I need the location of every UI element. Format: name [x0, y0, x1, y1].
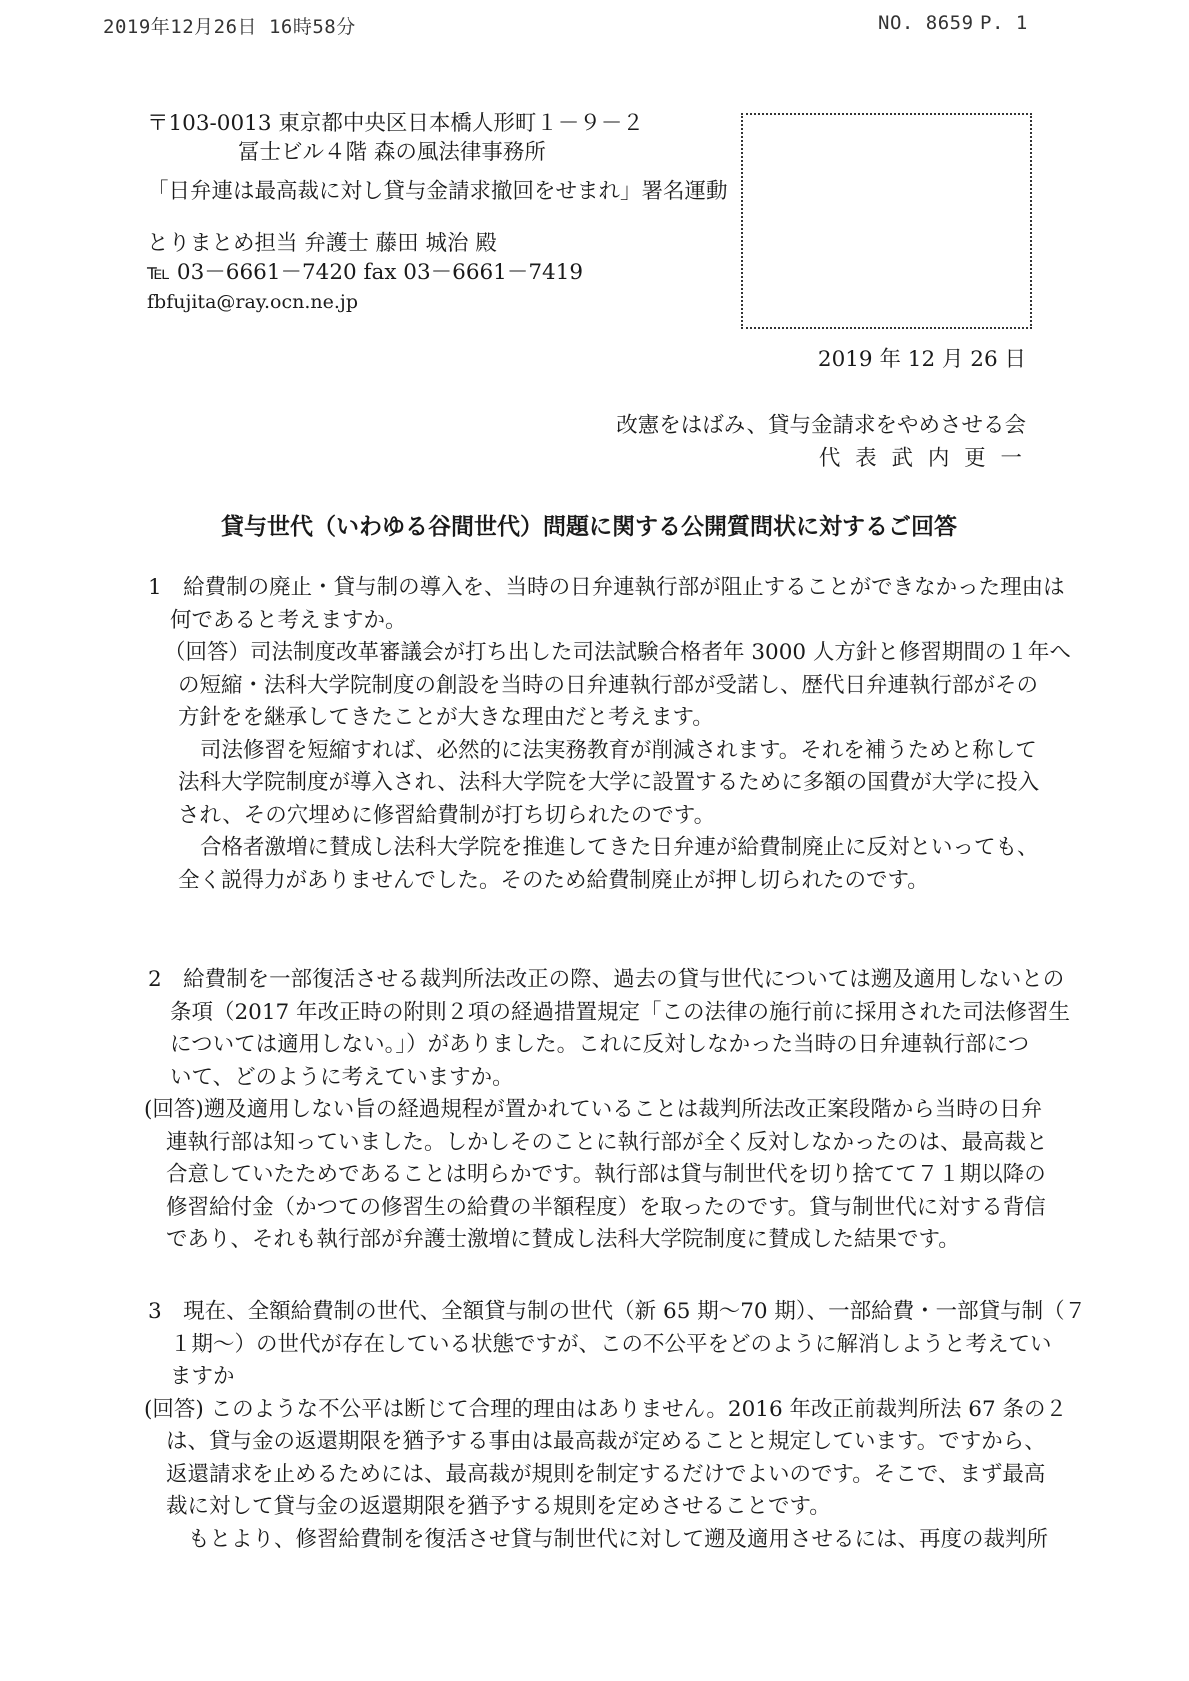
- answer-line: （回答）司法制度改革審議会が打ち出した司法試験合格者年 3000 人方針と修習期間の１年へ: [164, 640, 1071, 665]
- contact-email: fbfujita@ray.ocn.ne.jp: [147, 291, 358, 313]
- question-line: 条項（2017 年改正時の附則２項の経過措置規定「この法律の施行前に採用された司法修習生: [170, 999, 1071, 1025]
- answer-line: であり、それも執行部が弁護士激増に賛成し法科大学院制度に賛成した結果です。: [166, 1227, 960, 1252]
- answer-line: (回答) このような不公平は断じて合理的理由はありません。2016 年改正前裁判所法 67 条の２: [144, 1396, 1067, 1422]
- document-date: 2019 年 12 月 26 日: [817, 347, 1026, 372]
- answer-line: は、貸与金の返還期限を猶予する事由は最高裁が定めることと規定しています。ですから、: [166, 1429, 1046, 1454]
- answer-line: 合意していたためであることは明らかです。執行部は貸与制世代を切り捨てて７１期以降の: [166, 1162, 1046, 1187]
- fax-datetime: 2019年12月26日 16時58分: [103, 16, 356, 38]
- answer-line: (回答)遡及適用しない旨の経過規程が置かれていることは裁判所法改正案段階から当時の日弁: [144, 1097, 1043, 1122]
- question-line: 1 給費制の廃止・貸与制の導入を、当時の日弁連執行部が阻止することができなかった理由は: [148, 575, 1065, 600]
- fax-number: NO. 8659: [878, 12, 974, 34]
- fax-page: P. 1: [980, 12, 1028, 34]
- question-line: １期～）の世代が存在している状態ですが、この不公平をどのように解消しようと考えてい: [170, 1331, 1052, 1357]
- section-2: [144, 964, 1071, 1257]
- sender-organization: 改憲をはばみ、貸与金請求をやめさせる会: [616, 413, 1026, 438]
- question-line: 2 給費制を一部復活させる裁判所法改正の際、過去の貸与世代については遡及適用しないとの: [148, 967, 1065, 992]
- answer-line: 方針をを継承してきたことが大きな理由だと考えます。: [178, 705, 714, 730]
- campaign-name: 「日弁連は最高裁に対し貸与金請求撤回をせまれ」署名運動: [147, 179, 728, 204]
- question-line: いて、どのように考えていますか。: [170, 1064, 514, 1090]
- answer-line: 合格者激増に賛成し法科大学院を推進してきた日弁連が給費制廃止に反対といっても、: [200, 835, 1039, 860]
- answer-line: 修習給付金（かつての修習生の給費の半額程度）を取ったのです。貸与制世代に対する背信: [166, 1194, 1046, 1220]
- stamp-box: [741, 113, 1032, 329]
- question-line: 3 現在、全額給費制の世代、全額貸与制の世代（新 65 期～70 期）、一部給費・一部貸与制（７: [148, 1299, 1087, 1324]
- sender-representative: 代 表 武 内 更 一: [818, 446, 1026, 471]
- question-line: については適用しない。」）がありました。これに反対しなかった当時の日弁連執行部につ: [170, 1032, 1030, 1057]
- recipient-address-line2: 冨士ビル４階 森の風法律事務所: [238, 140, 546, 165]
- answer-line: の短縮・法科大学院制度の創設を当時の日弁連執行部が受諾し、歴代日弁連執行部がその: [178, 672, 1039, 698]
- answer-line: 司法修習を短縮すれば、必然的に法実務教育が削減されます。それを補うためと称して: [200, 737, 1037, 763]
- answer-line: 返還請求を止めるためには、最高裁が規則を制定するだけでよいのです。そこで、まず最高: [166, 1461, 1046, 1487]
- answer-line: 裁に対して貸与金の返還期限を猶予する規則を定めさせることです。: [166, 1494, 831, 1519]
- answer-line: もとより、修習給費制を復活させ貸与制世代に対して遡及適用させるには、再度の裁判所: [188, 1526, 1049, 1552]
- answer-line: され、その穴埋めに修習給費制が打ち切られたのです。: [178, 802, 716, 828]
- section-3: [144, 1296, 1087, 1556]
- section-1: [148, 572, 1071, 897]
- contact-person: とりまとめ担当 弁護士 藤田 城治 殿: [147, 231, 497, 256]
- answer-line: 全く説得力がありませんでした。そのため給費制廃止が押し切られたのです。: [178, 867, 929, 893]
- question-line: 何であると考えますか。: [170, 607, 407, 633]
- question-line: ますか: [170, 1364, 235, 1389]
- phone-fax: ℡ 03－6661－7420 fax 03－6661－7419: [147, 260, 584, 285]
- answer-line: 法科大学院制度が導入され、法科大学院を大学に設置するために多額の国費が大学に投入: [178, 770, 1040, 795]
- recipient-address-line1: 〒103-0013 東京都中央区日本橋人形町１－９－２: [147, 111, 644, 136]
- answer-line: 連執行部は知っていました。しかしそのことに執行部が全く反対しなかったのは、最高裁と: [166, 1129, 1048, 1155]
- document-title: 貸与世代（いわゆる谷間世代）問題に関する公開質問状に対するご回答: [221, 513, 957, 540]
